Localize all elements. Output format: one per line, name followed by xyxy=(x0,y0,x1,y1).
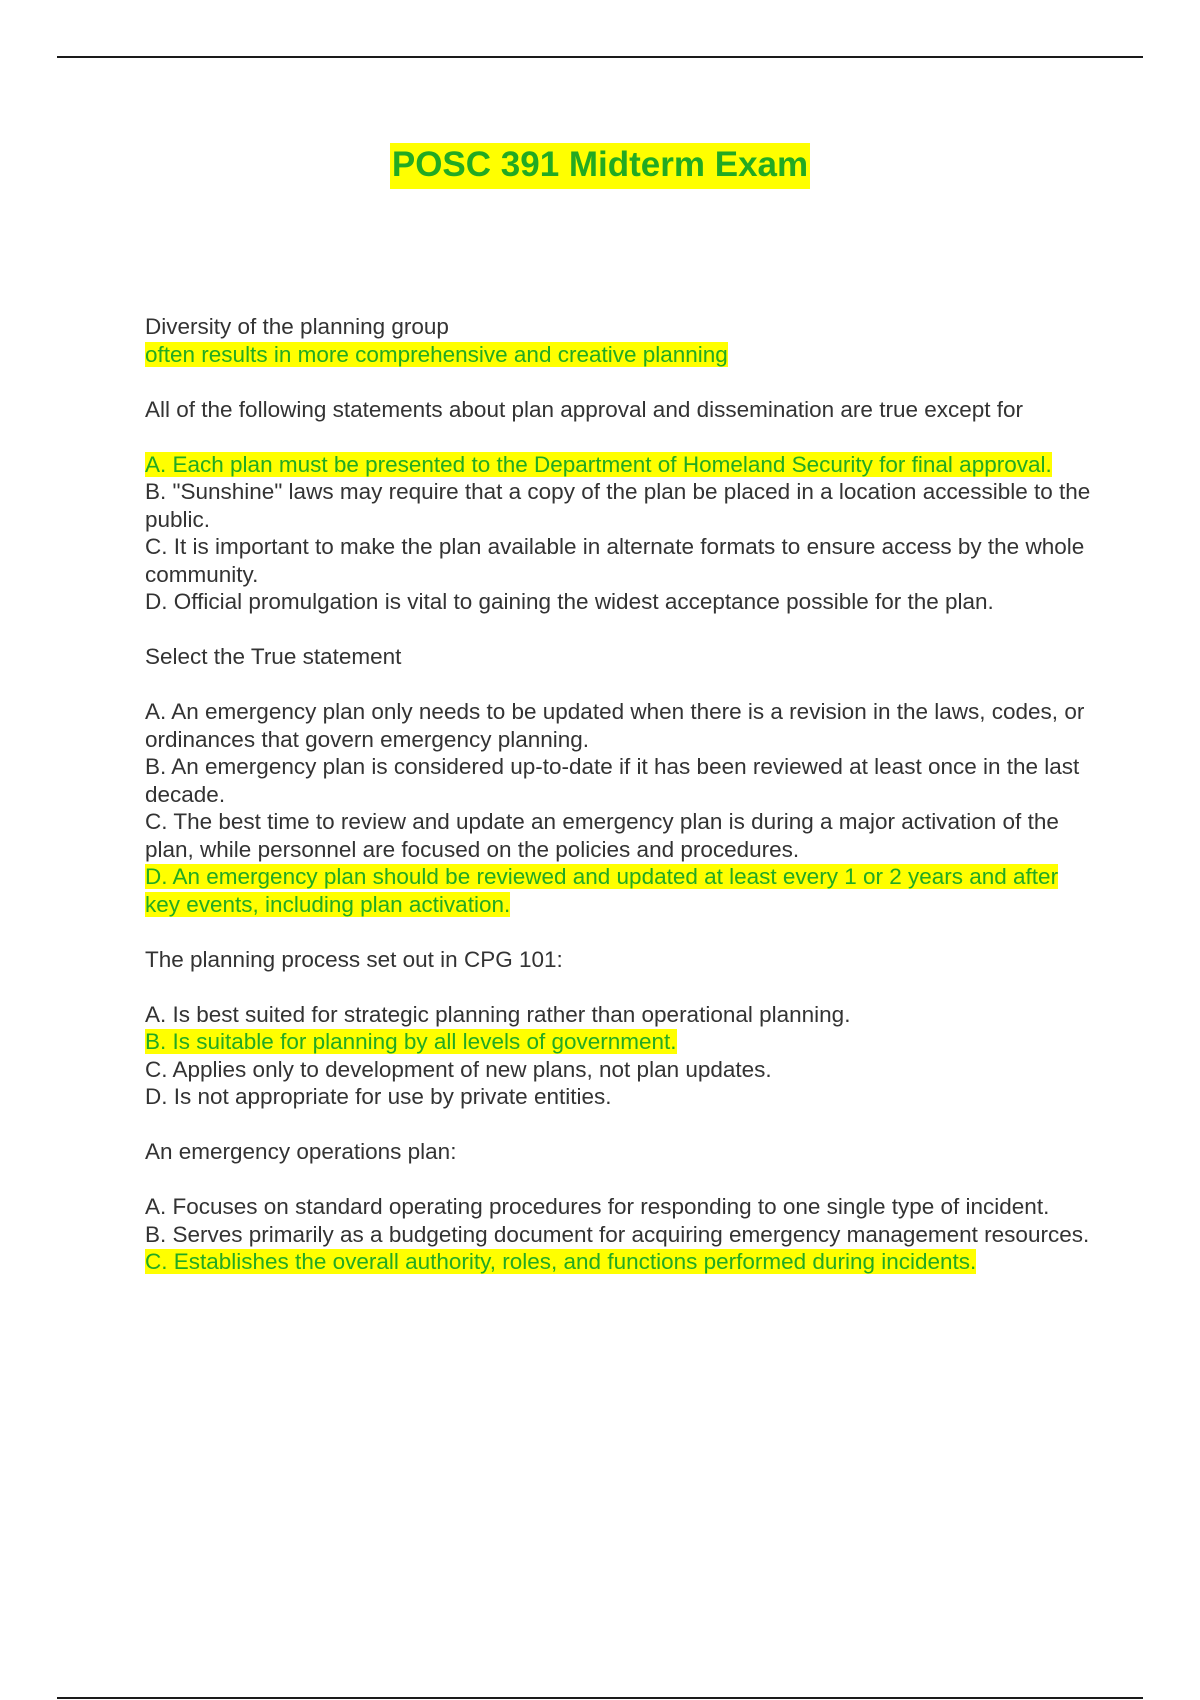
document-title: POSC 391 Midterm Exam xyxy=(390,143,810,189)
option-a: A. An emergency plan only needs to be updated when there is a revision in the laws, codes, or ordinances that govern emergency planning. xyxy=(145,699,1085,752)
option-c: C. The best time to review and update an emergency plan is during a major activation of the plan, while personnel are focused on the policies and procedures. xyxy=(145,809,1059,862)
option-b: B. Serves primarily as a budgeting document for acquiring emergency management resources. xyxy=(145,1221,1090,1247)
highlighted-answer: C. Establishes the overall authority, roles, and functions performed during incidents. xyxy=(145,1249,977,1274)
question-5 xyxy=(145,1138,1095,1276)
title-container xyxy=(0,143,1200,189)
option-c: C. Applies only to development of new plans, not plan updates. xyxy=(145,1056,772,1082)
question-1 xyxy=(145,313,1095,368)
question-text: An emergency operations plan: xyxy=(145,1139,457,1164)
option-c xyxy=(145,1248,1095,1276)
option-b: B. "Sunshine" laws may require that a copy of the plan be placed in a location accessible to the public. xyxy=(145,479,1091,532)
option-d xyxy=(145,863,1095,918)
highlighted-answer: B. Is suitable for planning by all levels of government. xyxy=(145,1029,677,1054)
option-a: A. Focuses on standard operating procedures for responding to one single type of incident. xyxy=(145,1194,1050,1219)
highlighted-answer: D. An emergency plan should be reviewed and updated at least every 1 or 2 years and after key events, including plan activation. xyxy=(145,864,1059,917)
answer-text xyxy=(145,341,1095,369)
question-4 xyxy=(145,946,1095,1111)
option-d: D. Is not appropriate for use by private entities. xyxy=(145,1084,612,1109)
option-a xyxy=(145,451,1095,479)
option-d: D. Official promulgation is vital to gaining the widest acceptance possible for the plan. xyxy=(145,589,994,614)
question-text: All of the following statements about plan approval and dissemination are true except for xyxy=(145,396,1024,422)
option-b: B. An emergency plan is considered up-to-date if it has been reviewed at least once in the last decade. xyxy=(145,754,1080,807)
footer-rule xyxy=(57,1697,1143,1699)
option-c: C. It is important to make the plan available in alternate formats to ensure access by the whole community. xyxy=(145,534,1085,587)
highlighted-answer: A. Each plan must be presented to the Department of Homeland Security for final approval. xyxy=(145,451,1052,477)
option-b xyxy=(145,1028,1095,1056)
exam-content xyxy=(145,313,1095,1276)
question-text: Select the True statement xyxy=(145,644,402,669)
question-3 xyxy=(145,643,1095,918)
question-text: Diversity of the planning group xyxy=(145,314,449,339)
highlighted-answer: often results in more comprehensive and creative planning xyxy=(145,341,728,367)
question-text: The planning process set out in CPG 101: xyxy=(145,946,563,972)
header-rule xyxy=(57,56,1143,58)
question-2 xyxy=(145,396,1095,616)
option-a: A. Is best suited for strategic planning rather than operational planning. xyxy=(145,1001,851,1027)
